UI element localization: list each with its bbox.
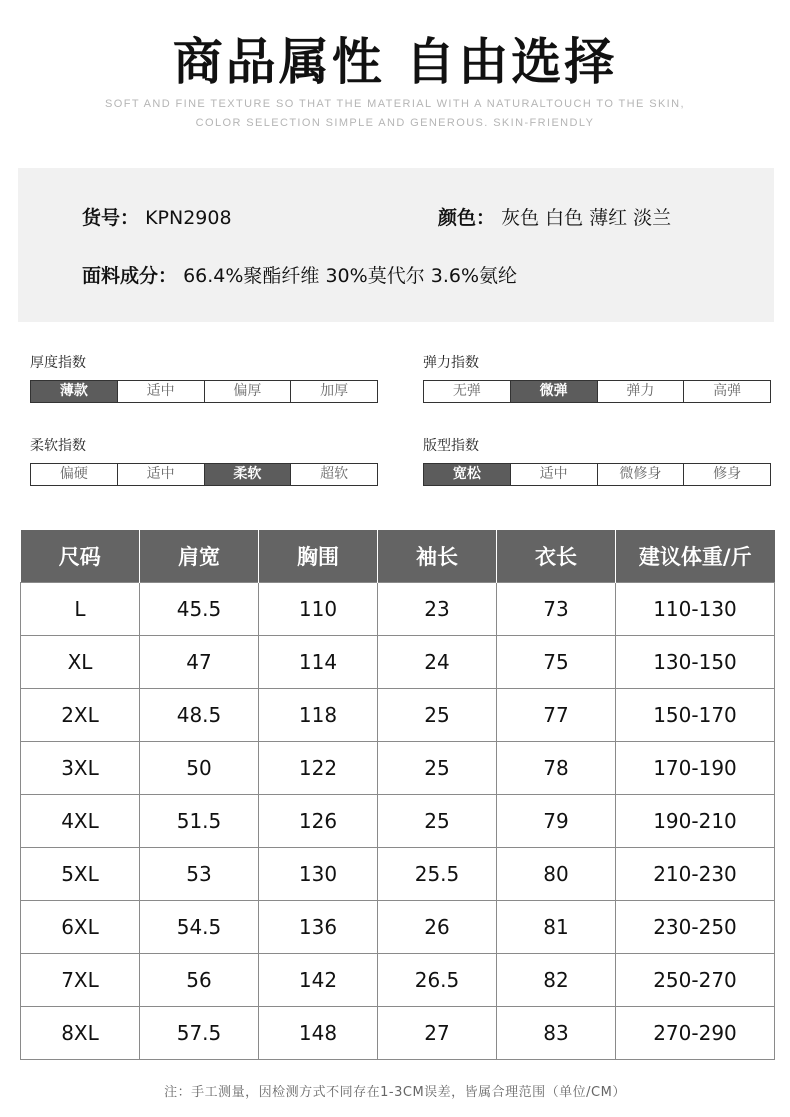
fabric-label: 面料成分： xyxy=(82,265,178,287)
table-cell: 230-250 xyxy=(616,901,775,954)
thickness-option: 偏厚 xyxy=(205,381,292,402)
column-header: 衣长 xyxy=(497,530,616,583)
table-cell: 142 xyxy=(259,954,378,1007)
table-cell: 27 xyxy=(378,1007,497,1060)
color-label: 颜色： xyxy=(438,207,496,229)
table-cell: 47 xyxy=(140,636,259,689)
product-info-panel xyxy=(18,168,774,322)
softness-index-scale xyxy=(30,463,378,486)
table-cell: 77 xyxy=(497,689,616,742)
table-cell: 7XL xyxy=(21,954,140,1007)
table-cell: 118 xyxy=(259,689,378,742)
table-cell: 56 xyxy=(140,954,259,1007)
softness-option: 柔软 xyxy=(205,464,292,485)
table-cell: 80 xyxy=(497,848,616,901)
elasticity-option: 无弹 xyxy=(424,381,511,402)
fit-index-scale xyxy=(423,463,771,486)
table-row xyxy=(21,583,775,636)
table-cell: 3XL xyxy=(21,742,140,795)
table-cell: 170-190 xyxy=(616,742,775,795)
subtitle-line2: COLOR SELECTION SIMPLE AND GENEROUS. SKIN-FRIENDLY xyxy=(195,117,595,129)
table-cell: 5XL xyxy=(21,848,140,901)
item-number xyxy=(82,203,232,230)
table-cell: 82 xyxy=(497,954,616,1007)
table-cell: 50 xyxy=(140,742,259,795)
size-table xyxy=(20,530,775,1060)
color-info xyxy=(438,203,671,230)
table-row xyxy=(21,901,775,954)
table-row xyxy=(21,848,775,901)
table-cell: 110 xyxy=(259,583,378,636)
table-cell: 130-150 xyxy=(616,636,775,689)
table-cell: 25.5 xyxy=(378,848,497,901)
table-cell: 23 xyxy=(378,583,497,636)
table-cell: 25 xyxy=(378,742,497,795)
column-header: 胸围 xyxy=(259,530,378,583)
table-cell: 250-270 xyxy=(616,954,775,1007)
table-cell: 24 xyxy=(378,636,497,689)
table-row xyxy=(21,954,775,1007)
table-cell: 122 xyxy=(259,742,378,795)
table-cell: 150-170 xyxy=(616,689,775,742)
column-header: 袖长 xyxy=(378,530,497,583)
fabric-value: 66.4%聚酯纤维 30%莫代尔 3.6%氨纶 xyxy=(183,265,518,287)
table-cell: 81 xyxy=(497,901,616,954)
thickness-option: 薄款 xyxy=(31,381,118,402)
elasticity-index-scale xyxy=(423,380,771,403)
item-number-label: 货号： xyxy=(82,207,140,229)
elasticity-option: 高弹 xyxy=(713,383,742,399)
table-cell: 126 xyxy=(259,795,378,848)
table-cell: 110-130 xyxy=(616,583,775,636)
table-cell: 75 xyxy=(497,636,616,689)
column-header: 肩宽 xyxy=(140,530,259,583)
elasticity-option: 微弹 xyxy=(511,381,598,402)
fit-option: 适中 xyxy=(511,464,598,485)
table-cell: 148 xyxy=(259,1007,378,1060)
fabric-info xyxy=(82,261,517,288)
page-title: 商品属性 自由选择 xyxy=(172,33,618,91)
measurement-note: 注：手工测量，因检测方式不同存在1-3CM误差，皆属合理范围（单位/CM） xyxy=(164,1085,626,1100)
table-cell: 25 xyxy=(378,795,497,848)
table-cell: 8XL xyxy=(21,1007,140,1060)
thickness-index-scale xyxy=(30,380,378,403)
softness-option: 超软 xyxy=(320,466,349,482)
table-cell: 26.5 xyxy=(378,954,497,1007)
subtitle-line1: SOFT AND FINE TEXTURE SO THAT THE MATERIAL WITH A NATURALTOUCH TO THE SKIN, xyxy=(105,98,685,110)
color-value: 灰色 白色 薄红 淡兰 xyxy=(501,207,672,229)
table-row xyxy=(21,689,775,742)
table-cell: 130 xyxy=(259,848,378,901)
table-cell: 270-290 xyxy=(616,1007,775,1060)
column-header: 建议体重/斤 xyxy=(616,530,775,583)
thickness-option: 加厚 xyxy=(320,383,349,399)
thickness-index-title: 厚度指数 xyxy=(30,355,86,371)
table-cell: L xyxy=(21,583,140,636)
table-cell: 4XL xyxy=(21,795,140,848)
table-cell: 53 xyxy=(140,848,259,901)
thickness-option: 适中 xyxy=(118,381,205,402)
elasticity-option: 弹力 xyxy=(598,381,685,402)
table-cell: 26 xyxy=(378,901,497,954)
table-cell: 210-230 xyxy=(616,848,775,901)
table-cell: 83 xyxy=(497,1007,616,1060)
column-header: 尺码 xyxy=(21,530,140,583)
fit-option: 微修身 xyxy=(598,464,685,485)
table-cell: 136 xyxy=(259,901,378,954)
table-cell: 114 xyxy=(259,636,378,689)
table-cell: 45.5 xyxy=(140,583,259,636)
table-row xyxy=(21,795,775,848)
table-cell: 51.5 xyxy=(140,795,259,848)
table-cell: 2XL xyxy=(21,689,140,742)
table-cell: 57.5 xyxy=(140,1007,259,1060)
table-cell: 73 xyxy=(497,583,616,636)
table-row xyxy=(21,636,775,689)
size-table-header xyxy=(21,530,775,583)
table-cell: 79 xyxy=(497,795,616,848)
fit-index-title: 版型指数 xyxy=(423,438,479,454)
softness-option: 偏硬 xyxy=(31,464,118,485)
table-row xyxy=(21,1007,775,1060)
table-cell: 48.5 xyxy=(140,689,259,742)
table-cell: 6XL xyxy=(21,901,140,954)
table-cell: 54.5 xyxy=(140,901,259,954)
softness-option: 适中 xyxy=(118,464,205,485)
fit-option: 宽松 xyxy=(424,464,511,485)
elasticity-index-title: 弹力指数 xyxy=(423,355,479,371)
softness-index-title: 柔软指数 xyxy=(30,438,86,454)
table-cell: XL xyxy=(21,636,140,689)
table-cell: 25 xyxy=(378,689,497,742)
table-cell: 190-210 xyxy=(616,795,775,848)
table-cell: 78 xyxy=(497,742,616,795)
fit-option: 修身 xyxy=(713,466,742,482)
item-number-value: KPN2908 xyxy=(145,207,232,229)
table-row xyxy=(21,742,775,795)
